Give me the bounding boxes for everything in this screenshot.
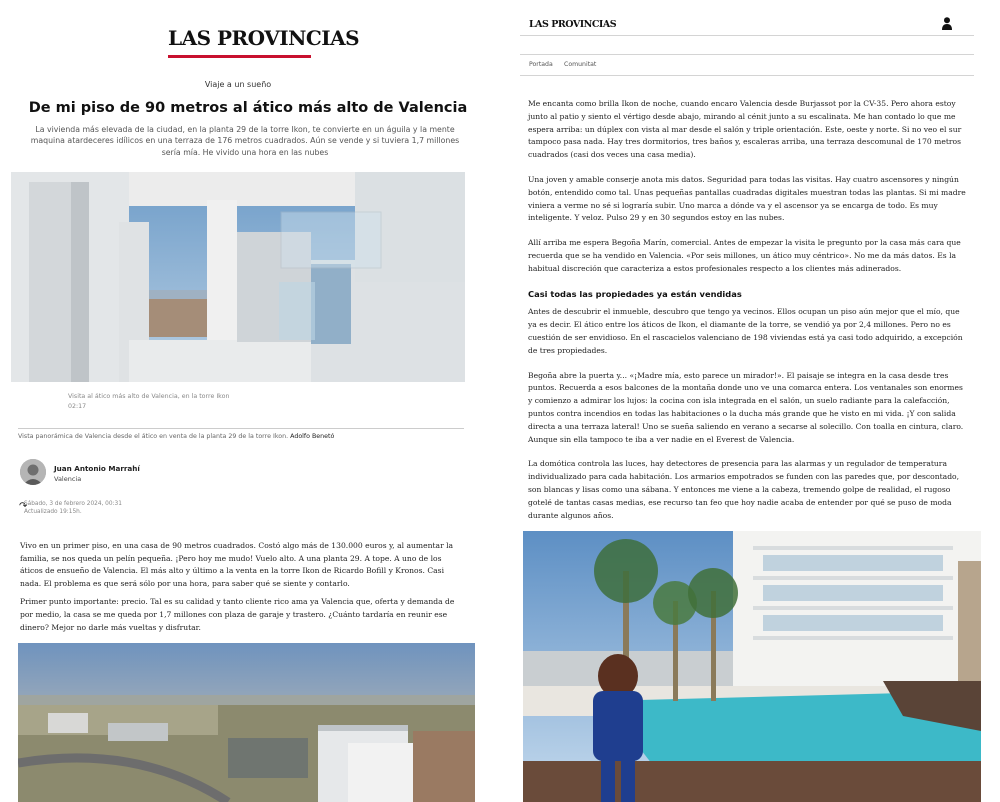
terrace-photo (11, 172, 465, 382)
article-dates (24, 500, 122, 516)
paragraph: Vivo en un primer piso, en una casa de 90 metros cuadrados. Costó algo más de 130.000 euros y, al aumentar la familia, se nos queda un pelín pequeña. ¡Pero hoy me mudo! Vuelo alto. A una planta 29. A tope. A uno de los áticos de ensueño de Valencia. El más alto y último a la venta en la torre Ikon de Ricardo Bofill y Kronos. Casi nada. El problema es que será sólo por una hora, para saber qué se siente y contarlo. (20, 541, 454, 588)
nav-item-comunitat[interactable]: Comunitat (564, 61, 597, 68)
aerial-photo-svg (18, 643, 475, 802)
author-avatar[interactable] (20, 459, 46, 485)
aerial-photo (18, 643, 475, 802)
left-page (0, 0, 492, 802)
photo-caption-text: Vista panorámica de Valencia desde el ático en venta de la planta 29 de la torre Ikon. (18, 433, 289, 440)
divider (18, 428, 464, 429)
article-headline: De mi piso de 90 metros al ático más alto de Valencia (28, 100, 468, 116)
pool-photo (523, 531, 981, 802)
section-heading: Casi todas las propiedades ya están vendidas (528, 288, 742, 299)
article-kicker: Viaje a un sueño (204, 80, 272, 89)
article-subtitle: La vivienda más elevada de la ciudad, en la planta 29 de la torre Ikon, te convierte en un águila y la mente maquina atardeceres idílicos en una terraza de 176 metros cuadrados. Aún se vende y si tuviera 1,7 millones sería mía. He vivido una hora en las nubes (30, 125, 460, 157)
video-player[interactable] (11, 172, 465, 382)
paragraph: Una joven y amable conserje anota mis datos. Seguridad para todas las visitas. Hay cuatro ascensores y ningún botón, entendido como tal. Unas pequeñas pantallas cuadradas digitales muestran todas las plantas. Si mi madre viniera a verme no sé si lograría subir. Uno marca a dónde va y el ascensor ya se encarga de todo. Es muy inteligente. Y veloz. Pulso 29 y en 30 segundos estoy en las nubes. (528, 174, 966, 223)
right-page (508, 0, 1000, 802)
video-caption-text: Visita al ático más alto de Valencia, en la torre Ikon (68, 393, 230, 400)
header-divider (520, 35, 974, 36)
paragraph: Me encanta como brilla Ikon de noche, cuando encaro Valencia desde Burjassot por la CV-35. Pero ahora estoy junto al patio y siento el vértigo desde abajo, mirando al cénit junto a su escalinata. Me han contado lo que me espera arriba: un dúplex con vista al mar desde el salón y triple orientación. Este, oeste y norte. Si no veo el sur tampoco pasa nada. Hay tres dormitorios, tres baños y, escaleras arriba, una terraza descomunal de 170 metros cuadrados (casi dos veces una casa media). (528, 99, 962, 160)
video-duration: 02:17 (68, 403, 87, 410)
brand-logo[interactable]: LAS PROVINCIAS (168, 26, 360, 50)
share-icon[interactable]: ↷ (19, 501, 28, 512)
brand-logo[interactable]: LAS PROVINCIAS (529, 19, 617, 30)
paragraph: Primer punto importante: precio. Tal es su calidad y tanto cliente rico ama ya Valencia que, oferta y demanda de por medio, la casa se me queda por 1,7 millones con plaza de garaje y trastero. ¿Cuánto tardaría en reunir ese dinero? Mejor no darle más vueltas y disfrutar. (20, 597, 455, 632)
video-caption (68, 392, 229, 412)
article-body (20, 540, 460, 640)
photo-credit: Adolfo Benetó (290, 433, 335, 440)
paragraph: Antes de descubrir el inmueble, descubro que tengo ya vecinos. Ellos ocupan un piso aún mejor que el mío, que ya es decir. El ático entre los áticos de Ikon, el diamante de la torre, se vendió ya por 2,4 millones. Pero no es cuestión de ser envidioso. En el rascacielos valenciano de 198 viviendas está ya casi todo adquirido, a excepción de tres propiedades. (528, 307, 963, 355)
date-updated: Actualizado 19:15h. (24, 509, 82, 515)
nav-divider-bottom (520, 75, 974, 76)
photo-caption (18, 433, 334, 440)
user-icon[interactable] (942, 17, 952, 30)
logo-underline (168, 55, 311, 58)
author-city: Valencia (54, 475, 82, 483)
author-name[interactable]: Juan Antonio Marrahí (54, 464, 140, 473)
nav-item-portada[interactable]: Portada (529, 61, 553, 68)
article-body (528, 98, 966, 534)
nav-divider-top (520, 54, 974, 55)
author-photo (20, 459, 46, 485)
paragraph: La domótica controla las luces, hay detectores de presencia para las alarmas y un regulador de temperatura individualizado para cada habitación. Los armarios empotrados se funden con las paredes que, por descontado, son blancas y lisas como una sábana. Y entonces me viene a la cabeza, tremendo golpe de realidad, el rugoso gotelé de tantas casas medias, ese recurso tan feo que hoy nadie acaba de entender por qué se puso de moda durante algunos años. (528, 459, 960, 520)
paragraph: Allí arriba me espera Begoña Marín, comercial. Antes de empezar la visita le pregunto por la casa más cara que recuerda que se ha vendido en Valencia. «Por seis millones, un ático muy céntrico». No me da más datos. Es la habitual discreción que caracteriza a estos profesionales respecto a los clientes más adinerados. (528, 238, 961, 273)
pool-photo-svg (523, 531, 981, 802)
paragraph: Begoña abre la puerta y... «¡Madre mía, esto parece un mirador!». El paisaje se integra en la casa desde tres puntos. Recuerda a esos balcones de la montaña donde uno ve una comarca entera. Los ventanales son enormes y comienzo a admirar los lujos: la cocina con isla integrada en el salón, un suelo radiante para la calefacción, puntos contra incendios en todas las habitaciones o la ducha más grande que he visto en mi vida. ¡Y con salida directa a una terraza lateral! Uno se sueña saliendo en verano a secarse al solecillo. Con toalla en cintura, claro. Aunque sin ella tampoco te iba a ver nadie en el Everest de Valencia. (528, 370, 964, 444)
date-published: Sábado, 3 de febrero 2024, 00:31 (24, 501, 122, 507)
